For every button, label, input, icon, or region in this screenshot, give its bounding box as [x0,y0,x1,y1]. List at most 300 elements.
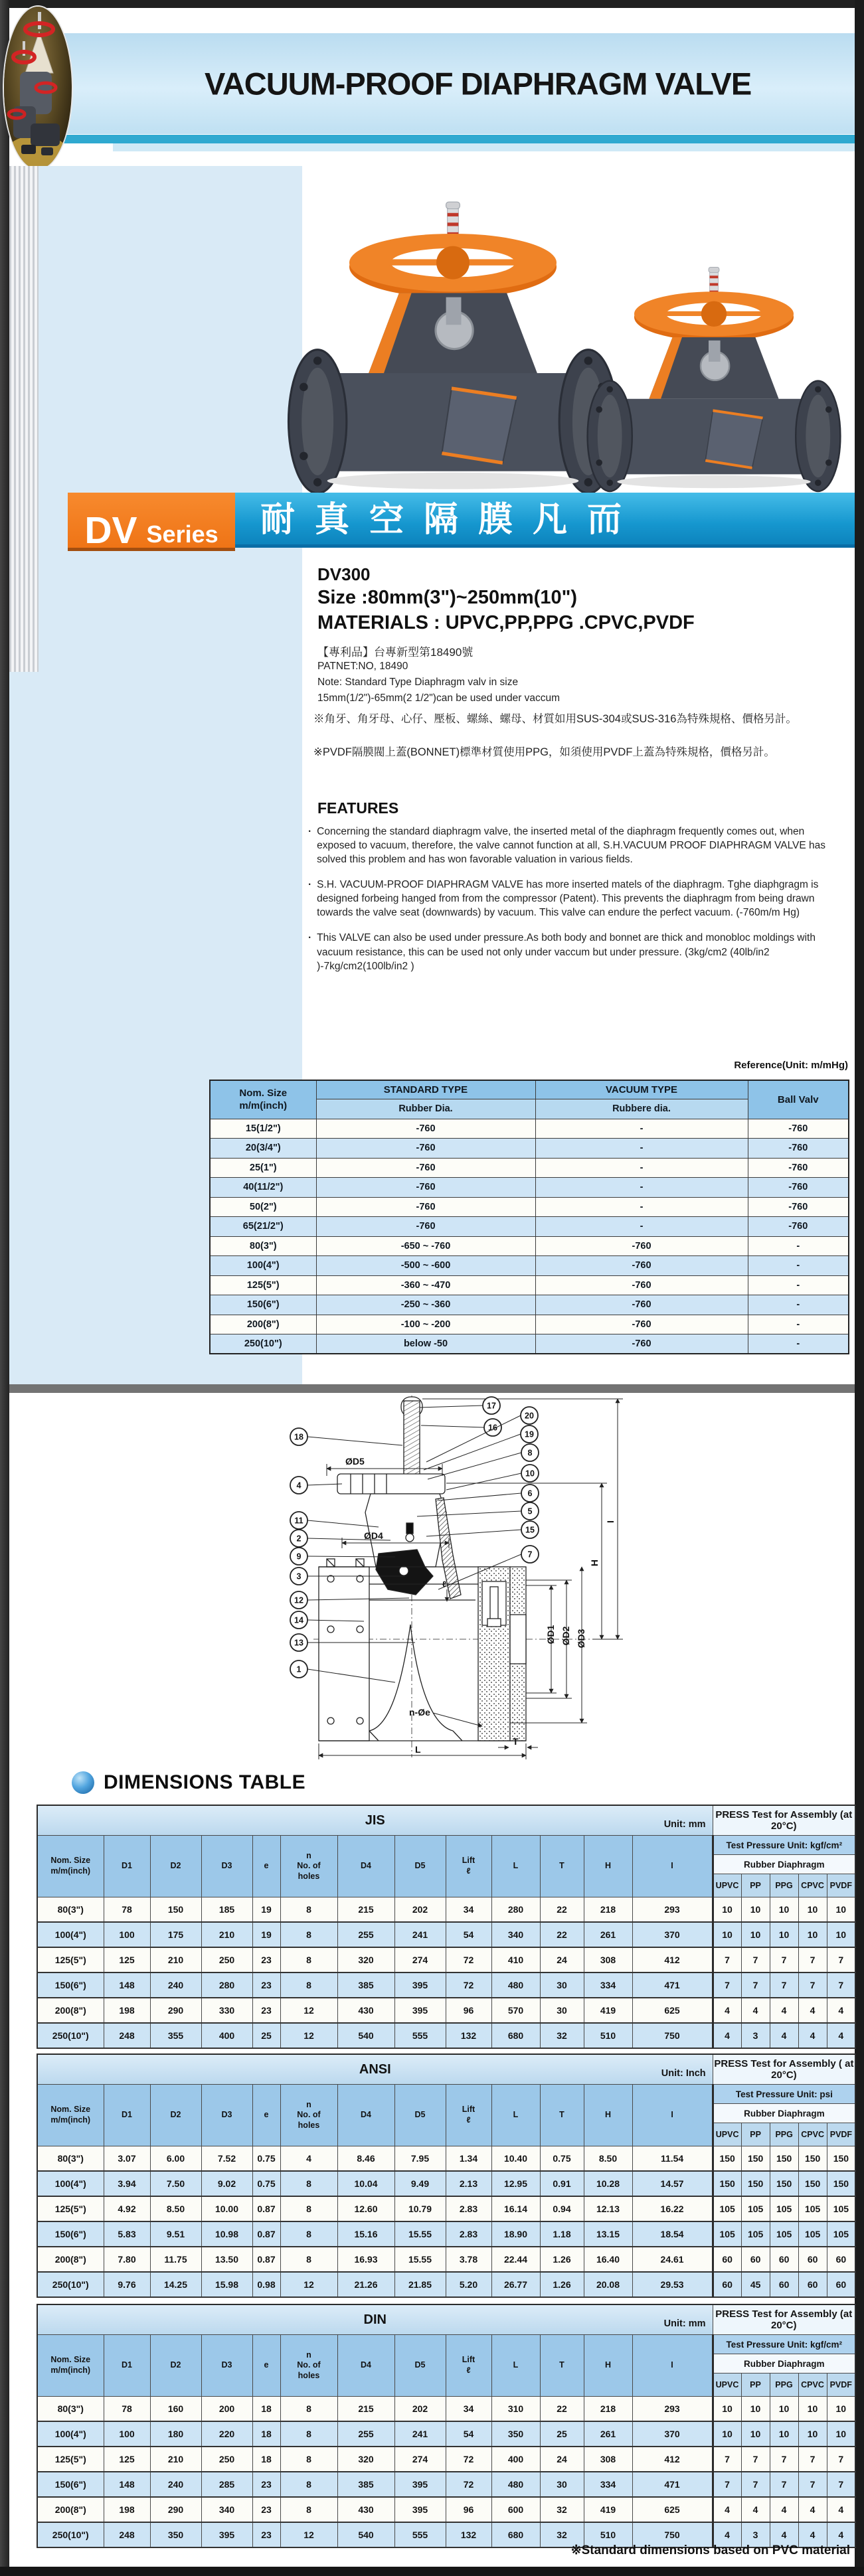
oval-photo-art [4,7,72,169]
dim-row [37,2447,855,2472]
press-value: 4 [827,2497,855,2522]
dim-size: 80(3") [37,2397,104,2422]
dim-value: 220 [201,2421,252,2447]
press-value: 105 [741,2221,770,2247]
callout-number: 16 [488,1423,497,1433]
ref-ball-value: -760 [748,1178,849,1198]
svg-text:H: H [589,1559,600,1567]
ref-row [210,1236,849,1256]
dimensions-heading: DIMENSIONS TABLE [104,1771,306,1793]
dim-value: 750 [632,2522,713,2547]
dim-value: 8 [280,1947,337,1972]
press-value: 105 [827,2221,855,2247]
pressure-unit-label: Test Pressure Unit: kgf/cm² [713,1836,855,1855]
press-value: 7 [770,2472,798,2497]
dim-value: 0.75 [540,2146,584,2172]
ref-standard-value: -760 [316,1178,535,1198]
dim-value: 22 [540,1897,584,1923]
dimensions-table-ansi [37,2053,856,2298]
dim-size: 80(3") [37,2146,104,2172]
svg-text:L: L [415,1744,421,1755]
svg-text:ØD2: ØD2 [561,1626,571,1646]
dim-value: 3.07 [104,2146,150,2172]
dim-value: 210 [201,1922,252,1947]
press-value: 7 [798,1947,827,1972]
ref-vacuum-value: -760 [535,1236,748,1256]
dim-col-header: D3 [201,1836,252,1897]
dim-col-header: Lift ℓ [446,2085,491,2146]
dim-value: 125 [104,1947,150,1972]
dim-value: 308 [584,1947,632,1972]
dim-value: 412 [632,1947,713,1972]
material-col-header: PPG [770,1874,798,1897]
feature-item [308,825,843,866]
dim-value: 280 [491,1897,540,1923]
dim-row [37,2497,855,2522]
dim-value: 7.50 [150,2171,201,2196]
dim-value: 308 [584,2447,632,2472]
dim-value: 2.83 [446,2221,491,2247]
dim-value: 72 [446,1947,491,1972]
dim-value: 8 [280,2497,337,2522]
press-value: 7 [713,1947,741,1972]
dim-value: 410 [491,1947,540,1972]
dim-value: 215 [337,1897,394,1923]
dim-value: 1.26 [540,2272,584,2297]
dim-value: 54 [446,2421,491,2447]
dim-value: 10.04 [337,2171,394,2196]
dim-value: 320 [337,2447,394,2472]
material-col-header: UPVC [713,1874,741,1897]
dim-value: 218 [584,2397,632,2422]
dim-col-header: T [540,1836,584,1897]
material-col-header: PP [741,1874,770,1897]
dim-value: 395 [394,2497,446,2522]
dim-col-header: n No. of holes [280,2085,337,2146]
press-value: 4 [713,2497,741,2522]
callout-number: 20 [525,1411,534,1421]
dim-value: 8 [280,2447,337,2472]
dim-value: 8 [280,2397,337,2422]
dim-value: 330 [201,1998,252,2023]
press-value: 7 [770,1947,798,1972]
dim-row [37,2272,855,2297]
rubber-diaphragm-label: Rubber Diaphragm [713,2104,855,2123]
press-value: 7 [713,2472,741,2497]
press-test-title: PRESS Test for Assembly (at 20°C) [713,1805,855,1836]
dim-value: 471 [632,2472,713,2497]
feature-item [308,931,843,973]
dim-value: 96 [446,2497,491,2522]
dim-value: 5.83 [104,2221,150,2247]
callout-number: 1 [296,1664,302,1674]
dimensions-table-jis [37,1805,856,2049]
dim-value: 8 [280,2221,337,2247]
ref-standard-value: -250 ~ -360 [316,1295,535,1315]
dim-value: 23 [252,2472,280,2497]
ref-vacuum-value: - [535,1158,748,1178]
teal-stripe [64,135,855,143]
section-divider-bar [9,1384,855,1393]
press-value: 60 [827,2247,855,2272]
ref-size: 40(11/2") [210,1178,316,1198]
ref-row [210,1119,849,1139]
jis-table-container [37,1805,856,2049]
features-list [308,825,843,985]
press-value: 4 [741,2497,770,2522]
ref-standard-value: -760 [316,1119,535,1139]
dim-value: 274 [394,2447,446,2472]
unit-label: Unit: Inch [661,2068,706,2079]
dim-value: 395 [394,1998,446,2023]
press-value: 4 [770,2023,798,2048]
dim-value: 334 [584,1972,632,1998]
dim-value: 16.14 [491,2196,540,2221]
left-blue-panel-lower [9,672,39,1384]
dim-value: 395 [394,1972,446,1998]
dim-row [37,2196,855,2221]
dim-value: 370 [632,1922,713,1947]
dim-size: 250(10") [37,2023,104,2048]
dim-value: 18.90 [491,2221,540,2247]
dim-row [37,2146,855,2172]
dim-size: 150(6") [37,2472,104,2497]
materials-line: MATERIALS : UPVC,PP,PPG .CPVC,PVDF [317,612,695,633]
press-value: 10 [798,2397,827,2422]
reference-table-container [209,1080,849,1354]
ref-vacuum-value: -760 [535,1334,748,1354]
rubber-diaphragm-label: Rubber Diaphragm [713,2354,855,2374]
dim-col-header: D4 [337,2335,394,2397]
dim-value: 78 [104,1897,150,1923]
callout-number: 10 [525,1469,535,1479]
ref-size: 25(1") [210,1158,316,1178]
press-value: 3 [741,2023,770,2048]
dim-value: 255 [337,2421,394,2447]
model-number: DV300 [317,564,371,584]
dim-value: 78 [104,2397,150,2422]
material-col-header: CPVC [798,2123,827,2146]
dim-value: 14.25 [150,2272,201,2297]
dim-size: 100(4") [37,2171,104,2196]
ref-size: 100(4") [210,1256,316,1276]
dim-value: 160 [150,2397,201,2422]
press-value: 60 [741,2247,770,2272]
standard-name: ANSI [359,2061,391,2077]
bullet: · [308,879,312,891]
dim-value: 9.49 [394,2171,446,2196]
dim-value: 400 [201,2023,252,2048]
press-value: 7 [713,2447,741,2472]
dim-value: 9.76 [104,2272,150,2297]
press-value: 4 [713,2522,741,2547]
dim-value: 320 [337,1947,394,1972]
dim-value: 10.28 [584,2171,632,2196]
dim-value: 385 [337,1972,394,1998]
dim-value: 3.78 [446,2247,491,2272]
press-value: 105 [798,2221,827,2247]
dim-value: 198 [104,2497,150,2522]
press-value: 7 [798,2447,827,2472]
dim-value: 16.40 [584,2247,632,2272]
ref-vacuum-value: - [535,1178,748,1198]
dim-col-header: T [540,2085,584,2146]
dim-row [37,2397,855,2422]
press-value: 10 [741,1922,770,1947]
press-value: 7 [770,2447,798,2472]
ref-standard-value: -100 ~ -200 [316,1315,535,1334]
ref-vacuum-value: - [535,1139,748,1159]
features-heading: FEATURES [317,799,399,817]
svg-text:ØD4: ØD4 [364,1530,383,1541]
dim-value: 334 [584,2472,632,2497]
bullet: · [308,826,312,837]
press-test-title: PRESS Test for Assembly ( at 20°C) [713,2054,855,2085]
dim-value: 148 [104,1972,150,1998]
dim-col-header: D5 [394,1836,446,1897]
dim-value: 18 [252,2421,280,2447]
header-banner [64,33,855,134]
ref-standard-value: below -50 [316,1334,535,1354]
press-value: 7 [798,2472,827,2497]
press-value: 105 [827,2196,855,2221]
dim-value: 570 [491,1998,540,2023]
dim-col-header: H [584,2335,632,2397]
dim-value: 395 [394,2472,446,2497]
dim-value: 12 [280,2272,337,2297]
dim-value: 430 [337,2497,394,2522]
dim-value: 293 [632,1897,713,1923]
dim-col-header: D1 [104,2335,150,2397]
ref-ball-value: - [748,1315,849,1334]
dim-value: 24 [540,1947,584,1972]
callout-number: 14 [294,1615,303,1625]
dim-value: 11.75 [150,2247,201,2272]
dim-value: 385 [337,2472,394,2497]
material-col-header: UPVC [713,2123,741,2146]
dim-value: 8 [280,1897,337,1923]
unit-label: Unit: mm [663,2318,706,2329]
press-value: 60 [713,2272,741,2297]
dim-value: 30 [540,1998,584,2023]
ref-vacuum-value: - [535,1197,748,1217]
dim-row [37,2221,855,2247]
svg-text:n-Øe: n-Øe [409,1707,430,1718]
press-value: 4 [770,2497,798,2522]
dim-size: 250(10") [37,2522,104,2547]
dim-value: 8 [280,1972,337,1998]
dim-col-header: I [632,2335,713,2397]
press-value: 150 [798,2171,827,2196]
left-pinstripe-band [9,166,39,672]
dim-row [37,1897,855,1923]
dim-value: 210 [150,1947,201,1972]
dim-value: 8.50 [584,2146,632,2172]
callout-number: 9 [296,1552,302,1562]
ref-row [210,1217,849,1237]
dim-value: 14.57 [632,2171,713,2196]
dim-row [37,2421,855,2447]
dim-size: 125(5") [37,2447,104,2472]
press-value: 7 [741,2447,770,2472]
press-value: 7 [827,1947,855,1972]
callout-leader [426,1415,521,1462]
dim-value: 22 [540,2397,584,2422]
dim-col-header: H [584,2085,632,2146]
material-col-header: CPVC [798,1874,827,1897]
svg-text:ØD5: ØD5 [345,1456,365,1467]
press-value: 105 [770,2221,798,2247]
dim-value: 32 [540,2522,584,2547]
dim-value: 750 [632,2023,713,2048]
dim-value: 355 [150,2023,201,2048]
press-value: 150 [798,2146,827,2172]
press-value: 105 [741,2196,770,2221]
dim-value: 96 [446,1998,491,2023]
bullet: · [308,932,312,944]
dim-value: 261 [584,1922,632,1947]
ref-ball-value: - [748,1275,849,1295]
ref-standard-value: -760 [316,1217,535,1237]
dim-value: 15.16 [337,2221,394,2247]
ref-vacuum-value: -760 [535,1275,748,1295]
ref-size: 65(21/2") [210,1217,316,1237]
callout-number: 11 [294,1516,303,1526]
press-value: 150 [770,2171,798,2196]
ref-row [210,1158,849,1178]
dim-value: 185 [201,1897,252,1923]
dim-value: 24 [540,2447,584,2472]
dim-value: 2.83 [446,2196,491,2221]
dim-col-header: D2 [150,1836,201,1897]
dim-col-header: n No. of holes [280,2335,337,2397]
dim-value: 25 [252,2023,280,2048]
ref-row [210,1295,849,1315]
press-value: 150 [770,2146,798,2172]
dim-value: 293 [632,2397,713,2422]
press-value: 4 [827,2522,855,2547]
callout-number: 15 [525,1525,535,1535]
press-value: 150 [713,2146,741,2172]
dim-col-header: e [252,2085,280,2146]
dim-col-header: e [252,1836,280,1897]
material-col-header: PP [741,2374,770,2397]
feature-text: This VALVE can also be used under pressure.As both body and bonnet are thick and monobloc moldings with vacuum resistance, this can be used not only under vaccum but under pressure. (3kg/cm2 (40lb/in2 )-7kg/cm2(100lb/in2 ) [317,932,816,972]
ref-standard-value: -360 ~ -470 [316,1275,535,1295]
press-value: 4 [713,2023,741,2048]
ref-size: 250(10") [210,1334,316,1354]
dim-col-header: D3 [201,2335,252,2397]
dim-value: 22 [540,1922,584,1947]
dim-value: 100 [104,2421,150,2447]
dim-value: 23 [252,2497,280,2522]
press-value: 4 [713,1998,741,2023]
dim-value: 202 [394,1897,446,1923]
dim-value: 625 [632,2497,713,2522]
press-value: 10 [741,2421,770,2447]
dim-col-header: I [632,2085,713,2146]
pressure-unit-label: Test Pressure Unit: kgf/cm² [713,2335,855,2354]
dim-value: 555 [394,2522,446,2547]
press-value: 10 [770,1922,798,1947]
dim-col-header: Lift ℓ [446,1836,491,1897]
standard-bar [37,1805,713,1836]
dim-value: 19 [252,1922,280,1947]
dim-col-header: L [491,1836,540,1897]
dim-value: 0.75 [252,2171,280,2196]
remark-2: ※PVDF隔膜閥上蓋(BONNET)標準材質使用PPG，如須使用PVDF上蓋為特殊規格，價格另計。 [313,746,775,758]
press-value: 105 [713,2221,741,2247]
dim-value: 26.77 [491,2272,540,2297]
callout-leader [420,1406,483,1408]
feature-text: S.H. VACUUM-PROOF DIAPHRAGM VALVE has more inserted matels of the diaphragm. Tghe diaphgragm is designed forbeing hanged from from the compressor (Patent). This prevents the diaphragm from being drawn towards the valve seat (downwards) by vacuum. This valve can endure the perfect vacuum. (-760m/m Hg) [317,879,819,919]
press-value: 7 [798,1972,827,1998]
dim-col-header: T [540,2335,584,2397]
dim-col-header: D1 [104,2085,150,2146]
dim-value: 600 [491,2497,540,2522]
material-col-header: UPVC [713,2374,741,2397]
material-col-header: PP [741,2123,770,2146]
dim-size: 200(8") [37,1998,104,2023]
press-value: 4 [798,1998,827,2023]
dim-value: 20.08 [584,2272,632,2297]
dim-value: 400 [491,2447,540,2472]
press-value: 10 [827,1897,855,1923]
dim-value: 34 [446,2397,491,2422]
ref-ball-value: -760 [748,1217,849,1237]
dim-size: 200(8") [37,2497,104,2522]
dim-value: 54 [446,1922,491,1947]
reference-caption: Reference(Unit: m/mHg) [734,1060,848,1071]
callout-leader [421,1425,484,1427]
dim-value: 274 [394,1947,446,1972]
press-value: 60 [827,2272,855,2297]
dim-value: 23 [252,1972,280,1998]
dim-value: 218 [584,1897,632,1923]
press-value: 10 [770,1897,798,1923]
ref-col-vacuum: VACUUM TYPE [535,1080,748,1099]
dim-value: 32 [540,2023,584,2048]
dim-value: 240 [150,1972,201,1998]
press-value: 10 [741,2397,770,2422]
dim-value: 30 [540,1972,584,1998]
dim-value: 8 [280,2421,337,2447]
ref-ball-value: -760 [748,1197,849,1217]
ref-size: 20(3/4") [210,1139,316,1159]
dim-value: 250 [201,1947,252,1972]
dim-value: 18.54 [632,2221,713,2247]
dim-value: 24.61 [632,2247,713,2272]
dim-value: 180 [150,2421,201,2447]
svg-text:ØD1: ØD1 [545,1625,556,1645]
dim-value: 0.87 [252,2247,280,2272]
press-value: 60 [770,2272,798,2297]
dim-value: 280 [201,1972,252,1998]
ref-row [210,1178,849,1198]
standard-bar [37,2054,713,2085]
dim-value: 0.98 [252,2272,280,2297]
dim-value: 241 [394,1922,446,1947]
standard-name: JIS [365,1812,385,1828]
dim-value: 241 [394,2421,446,2447]
dim-col-header: I [632,1836,713,1897]
material-col-header: CPVC [798,2374,827,2397]
dim-value: 10.40 [491,2146,540,2172]
dim-value: 8.50 [150,2196,201,2221]
dim-value: 30 [540,2472,584,2497]
dim-value: 132 [446,2522,491,2547]
callout-leader [428,1453,521,1479]
